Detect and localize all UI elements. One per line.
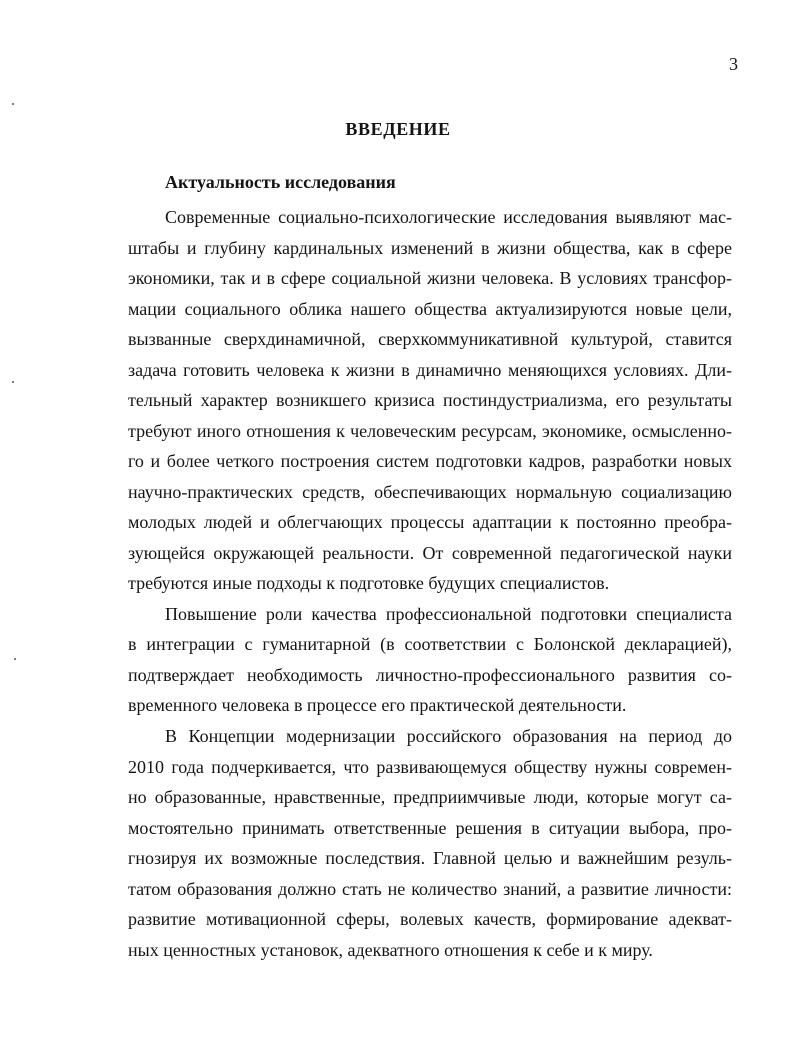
page-number: 3 xyxy=(729,54,738,74)
text-line: но образованные, нравственные, предприимчивые люди, которые могут са- xyxy=(128,787,732,807)
scan-speck xyxy=(12,381,14,383)
text-line: подтверждает необходимость личностно-профессионального развития со- xyxy=(128,665,732,685)
text-line: штабы и глубину кардинальных изменений в жизни общества, как в сфере xyxy=(128,238,732,258)
text-line: научно-практических средств, обеспечивающих нормальную социализацию xyxy=(128,482,732,502)
text-line: тельный характер возникшего кризиса постиндустриализма, его результаты xyxy=(128,390,732,410)
text-line: мации социального облика нашего общества актуализируются новые цели, xyxy=(128,299,732,319)
text-line: гнозируя их возможные последствия. Главной целью и важнейшим резуль- xyxy=(128,848,732,868)
text-line: требуются иные подходы к подготовке будущих специалистов. xyxy=(128,573,610,593)
text-line: Повышение роли качества профессиональной подготовки специалиста xyxy=(165,604,732,624)
subsection-heading: Актуальность исследования xyxy=(165,172,396,192)
text-line: ных ценностных установок, адекватного отношения к себе и к миру. xyxy=(128,940,653,960)
text-line: временного человека в процессе его практической деятельности. xyxy=(128,695,627,715)
text-line: Современные социально-психологические исследования выявляют мас- xyxy=(165,207,732,227)
text-line: молодых людей и облегчающих процессы адаптации к постоянно преобра- xyxy=(128,512,732,532)
text-line: го и более четкого построения систем подготовки кадров, разработки новых xyxy=(128,451,732,471)
text-line: развитие мотивационной сферы, волевых качеств, формирование адекват- xyxy=(128,909,732,929)
text-line: задача готовить человека к жизни в динамично меняющихся условиях. Дли- xyxy=(128,360,732,380)
text-line: В Концепции модернизации российского образования на период до xyxy=(165,726,732,746)
text-line: экономики, так и в сфере социальной жизни человека. В условиях трансфор- xyxy=(128,268,732,288)
text-line: 2010 года подчеркивается, что развивающемуся обществу нужны современ- xyxy=(128,757,732,777)
text-line: требуют иного отношения к человеческим ресурсам, экономике, осмысленно- xyxy=(128,421,732,441)
text-line: татом образования должно стать не количество знаний, а развитие личности: xyxy=(128,879,732,899)
section-heading: ВВЕДЕНИЕ xyxy=(345,119,451,139)
scan-speck xyxy=(14,658,16,660)
text-line: в интеграции с гуманитарной (в соответствии с Болонской декларацией), xyxy=(128,634,732,654)
text-line: вызванные сверхдинамичной, сверхкоммуникативной культурой, ставится xyxy=(128,329,732,349)
scan-speck xyxy=(12,103,14,105)
text-line: зующейся окружающей реальности. От современной педагогической науки xyxy=(128,543,732,563)
text-line: мостоятельно принимать ответственные решения в ситуации выбора, про- xyxy=(128,818,732,838)
